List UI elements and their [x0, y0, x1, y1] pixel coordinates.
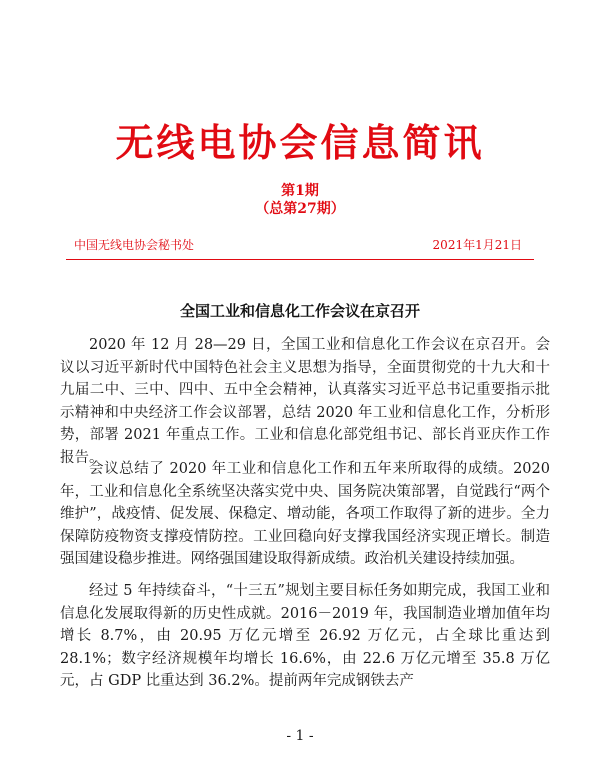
issue-total: （总第27期） [255, 201, 345, 217]
article-paragraph-1 [60, 334, 550, 470]
article-title: 全国工业和信息化工作会议在京召开 [179, 302, 420, 320]
paragraph-text: 经过 5 年持续奋斗，“十三五”规划主要目标任务如期完成，我国工业和信息化发展取得新的历史性成就。2016－2019 年，我国制造业增加值年均增长 8.7%，由 20.95 万亿元增至 26.92 万亿元，占全球比重达到 28.1%；数字经济规模年均增长 16.6%，由 22.6 万亿元增至 35.8 万亿元，占 GDP 比重达到 36.2%。提前两年完成钢铁去产 [60, 583, 550, 690]
masthead-title: 无线电协会信息简讯 [115, 120, 485, 165]
page-number: - 1 - [286, 728, 314, 744]
article-paragraph-2 [60, 458, 550, 571]
issue-number: 第1期 [281, 183, 319, 199]
paragraph-text: 2020 年 12 月 28—29 日，全国工业和信息化工作会议在京召开。会议以习近平新时代中国特色社会主义思想为指导，全面贯彻党的十九大和十九届二中、三中、四中、五中全会精神，认真落实习近平总书记重要指示批示精神和中央经济工作会议部署，总结 2020 年工业和信息化工作，分析形势，部署 2021 年重点工作。工业和信息化部党组书记、部长肖亚庆作工作报告。 [60, 337, 550, 466]
issue-date: 2021年1月21日 [432, 238, 522, 252]
issuer-name: 中国无线电协会秘书处 [74, 238, 195, 252]
article-paragraph-3 [60, 580, 550, 693]
paragraph-text: 会议总结了 2020 年工业和信息化工作和五年来所取得的成绩。2020 年，工业和信息化全系统坚决落实党中央、国务院决策部署，自觉践行“两个维护”，战疫情、促发展、保稳定、增动能，各项工作取得了新的进步。全力保障防疫物资支撑疫情防控。工业回稳向好支撑我国经济实现正增长。制造强国建设稳步推进。网络强国建设取得新成绩。政治机关建设持续加强。 [60, 461, 550, 568]
header-divider [66, 259, 534, 260]
